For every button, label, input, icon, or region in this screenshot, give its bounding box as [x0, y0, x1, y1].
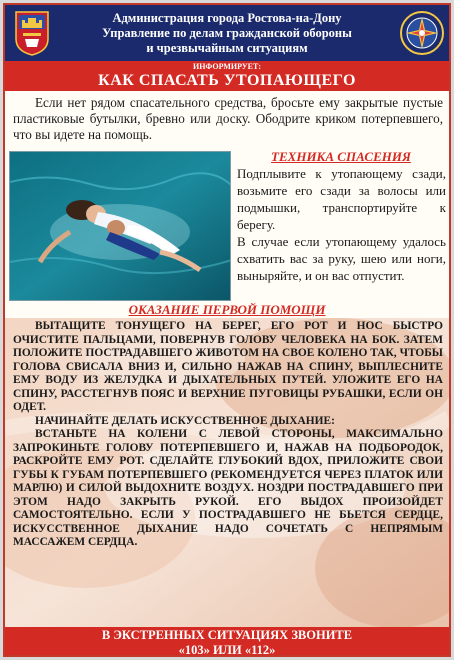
header — [5, 5, 449, 61]
first-aid-paragraph-2: НАЧИНАЙТЕ ДЕЛАТЬ ИСКУССТВЕННОЕ ДЫХАНИЕ: — [35, 414, 335, 427]
header-line-1: Администрация города Ростова-на-Дону — [112, 10, 342, 25]
footer-line-1: В ЭКСТРЕННЫХ СИТУАЦИЯХ ЗВОНИТЕ — [101, 628, 353, 642]
technique-title: ТЕХНИКА СПАСЕНИЯ — [271, 149, 411, 164]
first-aid-paragraph-1: ВЫТАЩИТЕ ТОНУЩЕГО НА БЕРЕГ, ЕГО РОТ И НОС БЫСТРО ОЧИСТИТЕ ПАЛЬЦАМИ, ПОВЕРНУВ ГОЛОВУ ЧЕЛОВЕКА НА БОК. ЗАТЕМ ПОЛОЖИТЕ ПОСТРАДАВШЕГО ЖИВОТОМ НА СВОЕ КОЛЕНО ТАК, ЧТОБЫ ГОЛОВА СВИСАЛА ВНИЗ И, СИЛЬНО НАЖАВ НА СПИНУ, ВЫПЛЕСНИТЕ ЕМУ ВОДУ ИЗ ЖЕЛУДКА И ДЫХАТЕЛЬНЫХ ПУТЕЙ. УЛОЖИТЕ ЕГО НА СПИНУ, РАССТЕГНУВ ПОЯС И ВЕРХНИЕ ПУГОВИЦЫ РУБАШКИ, ЕСЛИ ОН ОДЕТ. — [13, 320, 443, 413]
informs-label: ИНФОРМИРУЕТ: — [192, 62, 262, 71]
header-line-2: Управление по делам гражданской обороны — [102, 25, 352, 40]
emergency-footer — [5, 627, 449, 657]
first-aid-text — [13, 320, 443, 550]
footer-line-2: «103» ИЛИ «112» — [178, 642, 276, 657]
header-line-3: и чрезвычайным ситуациям — [146, 40, 308, 55]
page-title: КАК СПАСАТЬ УТОПАЮЩЕГО — [98, 72, 356, 89]
first-aid-paragraph-3: ВСТАНЬТЕ НА КОЛЕНИ С ЛЕВОЙ СТОРОНЫ, МАКСИМАЛЬНО ЗАПРОКИНЬТЕ ГОЛОВУ ПОТЕРПЕВШЕГО И, НАЖАВ НА ПОДБОРОДОК, РАСКРОЙТЕ ЕМУ РОТ. СДЕЛАЙТЕ ГЛУБОКИЙ ВДОХ, ПРИЛОЖИТЕ СВОИ ГУБЫ К ГУБАМ ПОТЕРПЕВШЕГО (РЕКОМЕНДУЕТСЯ ЧЕРЕЗ ПЛАТОК ИЛИ МАРЛЮ) И СИЛОЙ ВЫДОХНИТЕ ВОЗДУХ. НОЗДРИ ПОСТРАДАВШЕГО ПРИ ЭТОМ НАДО ЗАКРЫТЬ РУКОЙ. ЕГО ВЫДОХ ПРОИЗОЙДЕТ САМОСТОЯТЕЛЬНО. ЕСЛИ У ПОСТРАДАВШЕГО НЕ БЬЕТСЯ СЕРДЦЕ, ИСКУССТВЕННОЕ ДЫХАНИЕ НАДО СОЧЕТАТЬ С НЕПРЯМЫМ МАССАЖЕМ СЕРДЦА. — [13, 428, 443, 548]
first-aid-title: ОКАЗАНИЕ ПЕРВОЙ ПОМОЩИ — [128, 302, 326, 317]
coat-of-arms-icon — [5, 5, 59, 61]
title-banner — [5, 61, 449, 91]
technique-paragraph-1: Подплывите к утопающему сзади, возьмите его сзади за волосы или подмышки, транспортируйте к берегу. — [237, 166, 446, 232]
civil-defense-emblem-icon — [395, 5, 449, 61]
poster-frame — [3, 3, 451, 657]
technique-text — [237, 165, 446, 284]
technique-paragraph-2: В случае если утопающему удалось схватить вас за руку, шею или ноги, выныряйте, и он вас отпустит. — [237, 234, 446, 283]
header-title — [59, 11, 395, 56]
intro-paragraph: Если нет рядом спасательного средства, бросьте ему закрытые пустые пластиковые бутылки, бревно или доску. Ободрите криком потерпевшего, что вы идете на помощь. — [13, 95, 443, 142]
rescue-photo — [9, 151, 231, 301]
